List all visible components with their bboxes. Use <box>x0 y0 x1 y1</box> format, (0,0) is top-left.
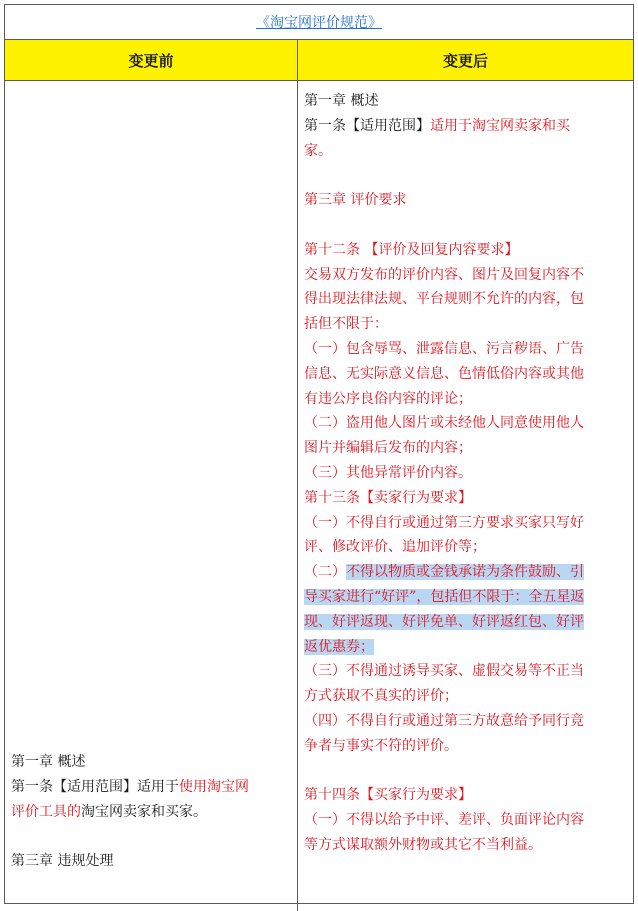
after-chapter-1: 第一章 概述 <box>304 93 379 109</box>
article-13-item-4-line-2: 争者与事实不符的评价。 <box>304 737 458 754</box>
before-chapter-3: 第三章 违规处理 <box>11 853 114 870</box>
article-13-item-2-line-2: 导买家进行“好评”，包括但不限于：全五星返 <box>304 588 585 605</box>
article-13-item-1-line-2: 评、修改评价、追加评价等； <box>304 539 486 556</box>
article-12-item-1-line-1: （一）包含辱骂、泄露信息、污言秽语、广告 <box>304 340 584 357</box>
before-chapter-1: 第一章 概述 <box>11 754 86 770</box>
article-13-item-2-line-1: （二）不得以物质或金钱承诺为条件鼓励、引 <box>304 564 584 581</box>
table-body <box>5 81 633 911</box>
article-13-item-1-line-1: （一）不得自行或通过第三方要求买家只写好 <box>304 514 584 531</box>
header-after: 变更后 <box>442 51 488 70</box>
after-text <box>304 89 622 858</box>
article-12-line-1: 交易双方发布的评价内容、图片及回复内容不 <box>304 266 584 283</box>
article-13-item-2-line-3: 现、好评返现、好评免单、好评返红包、好评 <box>304 613 584 630</box>
title-row <box>5 5 633 40</box>
after-article-1-line-1: 第一条【适用范围】适用于淘宝网卖家和买 <box>304 117 570 134</box>
header-before: 变更前 <box>5 40 298 80</box>
article-14-item-1-line-2: 等方式谋取额外财物或其它不当利益。 <box>304 836 542 853</box>
column-before <box>5 81 298 911</box>
article-12-title: 第十二条 【评价及回复内容要求】 <box>304 241 519 258</box>
article-12-item-3: （三）其他异常评价内容。 <box>304 464 472 481</box>
header-row <box>5 40 633 81</box>
before-article-1-line-2: 评价工具的淘宝网卖家和买家。 <box>11 803 207 820</box>
article-13-item-3-line-1: （三）不得通过诱导买家、虚假交易等不正当 <box>304 663 584 680</box>
article-13-item-4-line-1: （四）不得自行或通过第三方故意给予同行竞 <box>304 712 584 729</box>
column-after <box>298 81 633 911</box>
article-14-item-1-line-1: （一）不得以给予中评、差评、负面评论内容 <box>304 812 584 829</box>
after-article-1-line-2: 家。 <box>304 142 332 159</box>
document-title-link[interactable]: 《淘宝网评价规范》 <box>256 15 382 31</box>
article-12-line-3: 括但不限于： <box>304 316 388 333</box>
article-12-item-2-line-1: （二）盗用他人图片或未经他人同意使用他人 <box>304 415 584 432</box>
article-13-title: 第十三条【卖家行为要求】 <box>304 489 472 506</box>
article-14-title: 第十四条【买家行为要求】 <box>304 787 472 804</box>
before-text <box>11 750 291 874</box>
article-12-line-2: 得出现法律法规、平台规则不允许的内容，包 <box>304 291 584 308</box>
before-article-1-line-1: 第一条【适用范围】适用于使用淘宝网 <box>11 778 249 795</box>
article-12-item-1-line-2: 信息、无实际意义信息、色情低俗内容或其他 <box>304 365 584 382</box>
article-12-item-2-line-2: 图片并编辑后发布的内容； <box>304 440 472 457</box>
article-13-item-2-line-4: 返优惠券； <box>304 638 374 655</box>
comparison-table <box>4 4 634 904</box>
after-chapter-3: 第三章 评价要求 <box>304 192 407 209</box>
article-13-item-3-line-2: 方式获取不真实的评价； <box>304 688 458 705</box>
article-12-item-1-line-3: 有违公序良俗内容的评论； <box>304 390 472 407</box>
